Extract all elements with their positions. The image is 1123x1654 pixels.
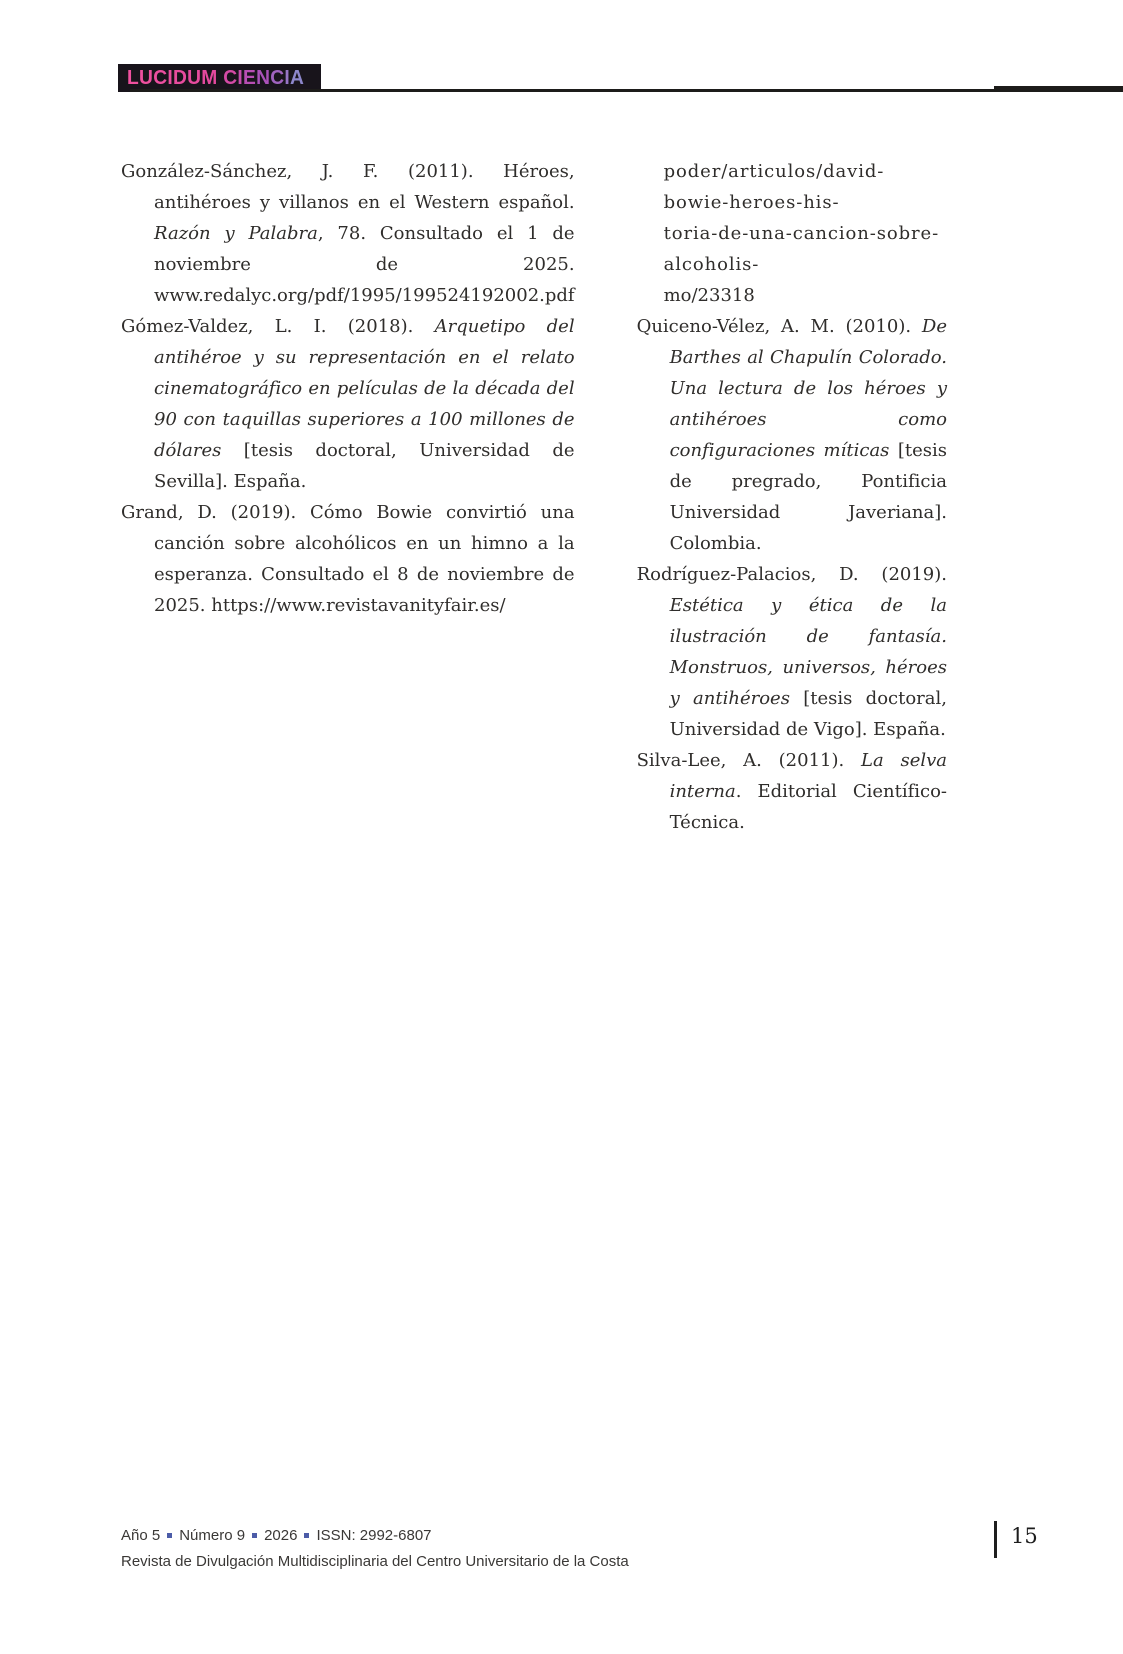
reference-text: mo/23318 [663, 285, 755, 306]
reference-text: Grand, D. (2019). Cómo Bowie convirtió una canción sobre alcohólicos en un himno a la esperanza. Consultado el 8 de noviembre de 2025. https://www.revistavanityfair.es/ [121, 502, 575, 616]
journal-logo-letter: C [270, 67, 285, 89]
reference-entry [121, 156, 575, 311]
journal-logo [118, 64, 321, 92]
square-bullet-icon [304, 1533, 309, 1538]
reference-text: [tesis doctoral, Universidad de Vigo]. España. [669, 688, 947, 740]
reference-text: Quiceno-Vélez, A. M. (2010). [636, 316, 922, 337]
reference-text: . Editorial Científico-Técnica. [669, 781, 947, 833]
journal-logo-letter: L [127, 67, 140, 89]
journal-logo-text [127, 68, 304, 88]
reference-text: [tesis de pregrado, Pontificia Universidad Javeriana]. Colombia. [669, 440, 947, 554]
footer-meta-part: Año 5 [121, 1527, 161, 1544]
journal-logo-letter: C [153, 67, 168, 89]
page-number-divider [994, 1521, 997, 1558]
reference-text: Gómez-Valdez, L. I. (2018). [121, 316, 435, 337]
journal-logo-letter: C [223, 67, 238, 89]
reference-text: Silva-Lee, A. (2011). [636, 750, 861, 771]
journal-logo-letter: U [187, 67, 202, 89]
reference-title-italic: Arquetipo del antihéroe y su representación en el relato cinematográfico en películas de la década del 90 con taquillas superiores a 100 millones de dólares [154, 316, 575, 461]
footer-meta-line [121, 1523, 629, 1549]
square-bullet-icon [167, 1533, 172, 1538]
reference-title-italic: Estética y ética de la ilustración de fantasía. Monstruos, universos, héroes y antihéroes [669, 595, 947, 709]
reference-text: , 78. Consultado el 1 de noviembre de 2025. www.redalyc.org/pdf/1995/199524192002.pdf [154, 223, 575, 306]
footer [121, 1523, 629, 1575]
references-column [637, 156, 947, 838]
page-number: 15 [1011, 1524, 1038, 1548]
footer-meta-part: Número 9 [179, 1527, 246, 1544]
reference-title-italic: La selva interna [669, 750, 947, 802]
journal-logo-letter: E [242, 67, 257, 89]
reference-entry [637, 559, 947, 745]
footer-meta-part: ISSN: 2992-6807 [316, 1527, 432, 1544]
reference-entry [637, 745, 947, 838]
journal-logo-letter: A [290, 67, 305, 89]
journal-logo-letter: U [139, 67, 154, 89]
header-rule [130, 89, 996, 92]
reference-title-italic: Razón y Palabra [154, 223, 318, 244]
journal-logo-letter: I [284, 67, 291, 89]
footer-journal-line: Revista de Divulgación Multidisciplinaria del Centro Universitario de la Costa [121, 1553, 629, 1570]
journal-logo-letter: M [201, 67, 218, 89]
reference-entry [637, 311, 947, 559]
reference-text: toria-de-una-cancion-sobre-alcoholis- [663, 223, 940, 275]
header-rule-thick [994, 86, 1123, 92]
reference-title-italic: De Barthes al Chapulín Colorado. Una lectura de los héroes y antihéroes como configuraciones míticas [669, 316, 947, 461]
reference-text: Rodríguez-Palacios, D. (2019). [636, 564, 947, 585]
reference-text: [tesis doctoral, Universidad de Sevilla]. España. [154, 440, 575, 492]
references-columns [121, 156, 947, 838]
reference-text: González-Sánchez, J. F. (2011). Héroes, antihéroes y villanos en el Western español. [121, 161, 575, 213]
page-number-block [994, 1521, 1038, 1558]
reference-text: poder/articulos/david-bowie-heroes-his- [663, 161, 885, 213]
journal-logo-letter: I [167, 67, 173, 89]
references-column [121, 156, 575, 838]
journal-logo-letter: N [256, 67, 271, 89]
reference-entry [121, 311, 575, 497]
journal-logo-letter: I [237, 67, 243, 89]
reference-entry-continuation [637, 156, 947, 311]
square-bullet-icon [252, 1533, 257, 1538]
footer-meta-part: 2026 [264, 1527, 298, 1544]
journal-logo-letter: D [172, 67, 188, 89]
reference-entry [121, 497, 575, 621]
